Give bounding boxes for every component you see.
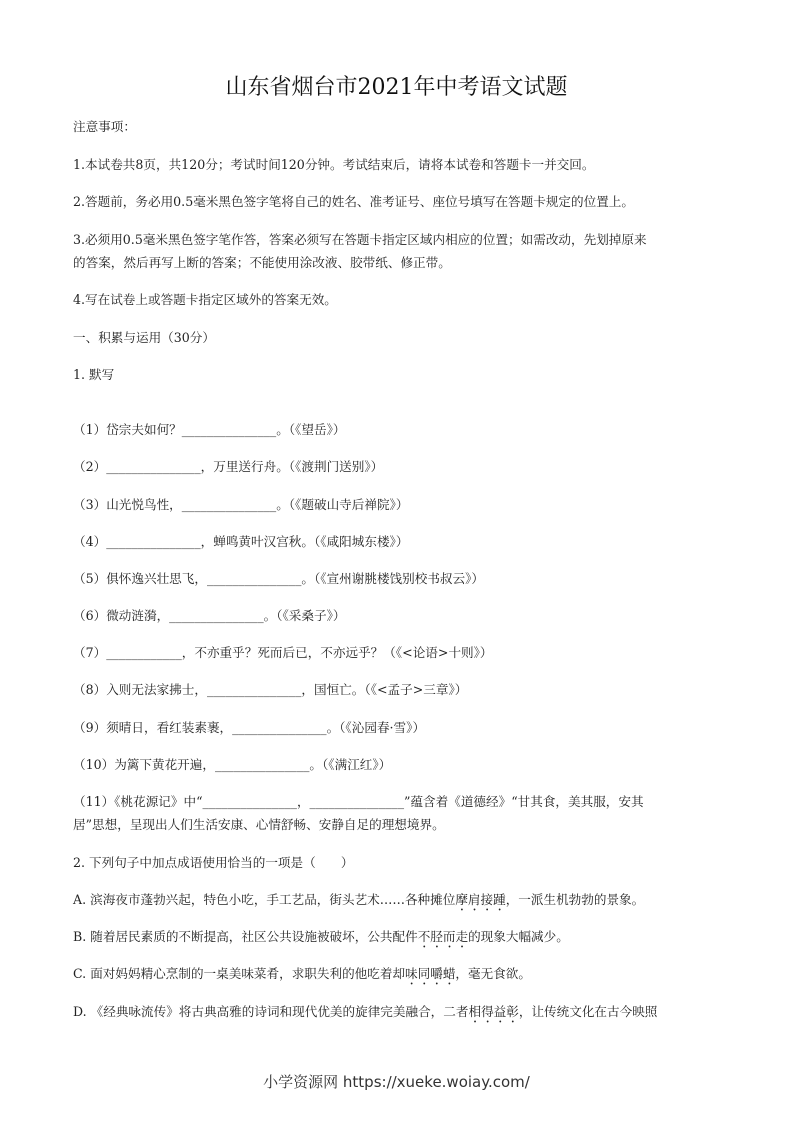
option-b bbox=[73, 929, 569, 951]
option-text: ，一派生机勃勃的景象。 bbox=[505, 892, 645, 907]
question-1-item: （6）微动涟漪，_______________。（《采桑子》） bbox=[73, 608, 346, 623]
question-1-item: （4）_______________，蝉鸣黄叶汉宫秋。（《咸阳城东楼》） bbox=[73, 534, 409, 549]
notice-4: 4.写在试卷上或答题卡指定区域外的答案无效。 bbox=[73, 292, 337, 307]
notice-3-cont: 的答案，然后再写上断的答案；不能使用涂改液、胶带纸、修正带。 bbox=[73, 255, 451, 270]
option-text: ，让传统文化在古今映照 bbox=[518, 1004, 658, 1019]
question-1-item: （10）为篱下黄花开遍，_______________。（《满江红》） bbox=[73, 757, 392, 772]
question-1-item: （11）《桃花源记》中“_______________，_______________”蕴含着《道德经》“甘其食，美其服，安其 bbox=[73, 794, 644, 809]
dotted-idiom: 味同嚼蜡 bbox=[405, 966, 456, 981]
option-c bbox=[73, 966, 531, 988]
option-text: B. 随着居民素质的不断提高，社区公共设施被破坏，公共配件 bbox=[73, 929, 418, 944]
notice-3: 3.必须用0.5毫米黑色签字笔作答，答案必须写在答题卡指定区域内相应的位置；如需改动，先划掉原来 bbox=[73, 232, 647, 247]
notice-1: 1.本试卷共8页，共120分；考试时间120分钟。考试结束后，请将本试卷和答题卡一并交回。 bbox=[73, 157, 595, 172]
question-1-item-cont: 居”思想，呈现出人们生活安康、心情舒畅、安静自足的理想境界。 bbox=[73, 817, 445, 832]
option-d bbox=[73, 1004, 657, 1026]
question-1-item: （2）_______________，万里送行舟。（《渡荆门送别》） bbox=[73, 459, 384, 474]
question-1-item: （7）____________，不亦重乎？死而后已，不亦远乎？（《<论语>十则》） bbox=[73, 645, 493, 660]
section-heading: 一、积累与运用（30分） bbox=[73, 330, 215, 345]
option-text: C. 面对妈妈精心烹制的一桌美味菜肴，求职失利的他吃着却 bbox=[73, 966, 406, 981]
question-2-stem: 2. 下列句子中加点成语使用恰当的一项是（ ） bbox=[73, 855, 354, 870]
notice-heading: 注意事项： bbox=[73, 119, 136, 134]
question-1-item: （3）山光悦鸟性，_______________。（《题破山寺后禅院》） bbox=[73, 497, 409, 512]
question-1-item: （5）俱怀逸兴壮思飞，_______________。（《宣州谢脁楼饯别校书叔云》） bbox=[73, 571, 485, 586]
footer-watermark: 小学资源网 https://xueke.woiay.com/ bbox=[263, 1073, 530, 1091]
question-1-item: （9）须晴日，看红装素裹，_______________。（《沁园春·雪》） bbox=[73, 720, 426, 735]
option-text: 的现象大幅减少。 bbox=[468, 929, 569, 944]
dotted-idiom: 相得益彰 bbox=[468, 1004, 519, 1019]
page-title: 山东省烟台市2021年中考语文试题 bbox=[225, 75, 568, 100]
option-text: ，毫无食欲。 bbox=[455, 966, 531, 981]
question-1-stem: 1. 默写 bbox=[73, 367, 115, 382]
dotted-idiom: 摩肩接踵 bbox=[455, 892, 506, 907]
question-1-item: （8）入则无法家拂士，_______________，国恒亡。（《<孟子>三章》） bbox=[73, 682, 468, 697]
option-a bbox=[73, 892, 644, 914]
notice-2: 2.答题前，务必用0.5毫米黑色签字笔将自己的姓名、准考证号、座位号填写在答题卡规定的位置上。 bbox=[73, 194, 634, 209]
option-text: A. 滨海夜市蓬勃兴起，特色小吃，手工艺品，街头艺术……各种摊位 bbox=[73, 892, 456, 907]
question-1-item: （1）岱宗夫如何？_______________。（《望岳》） bbox=[73, 422, 346, 437]
dotted-idiom: 不胫而走 bbox=[417, 929, 469, 944]
option-text: D. 《经典咏流传》将古典高雅的诗词和现代优美的旋律完美融合，二者 bbox=[73, 1004, 469, 1019]
